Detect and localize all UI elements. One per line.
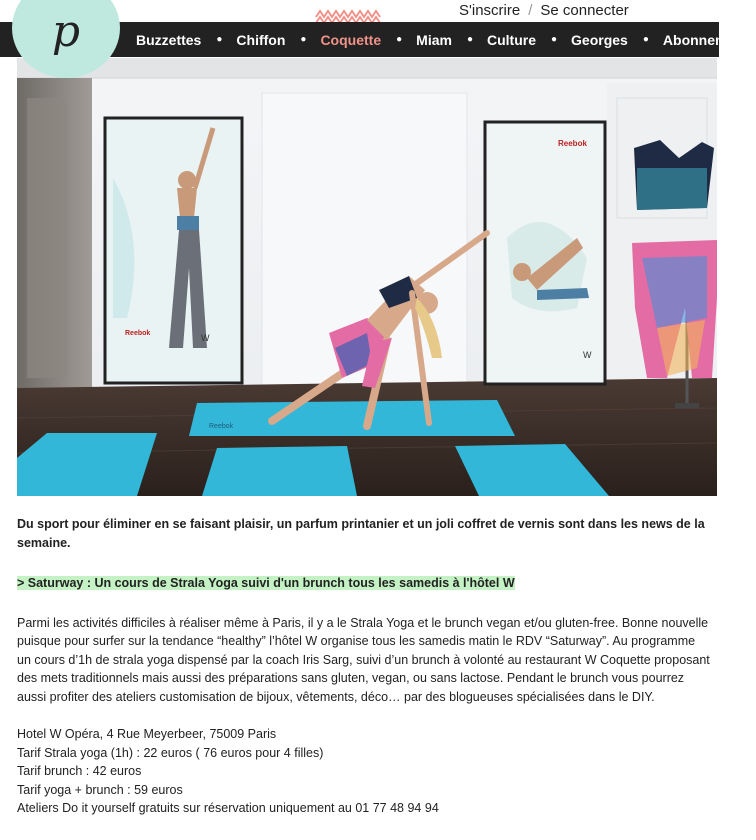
- right-banner: [485, 122, 605, 384]
- svg-text:W: W: [583, 350, 592, 360]
- nav-item-label: Chiffon: [236, 31, 286, 48]
- nav-item-label: Abonnements: [662, 31, 756, 48]
- nav-list: [136, 22, 756, 57]
- nav-separator: [381, 34, 416, 45]
- nav-separator: [285, 34, 320, 45]
- article-paragraph: Parmi les activités difficiles à réaliser même à Paris, il y a le Strala Yoga et le brunch vegan et/ou gluten-free. Bonne nouvelle puisque pour surfer sur la tendance “healthy” l’hôtel W organise tous les samedis matin le RDV “Saturway”. Au programme un cours d’1h de strala yoga dispensé par la coach Iris Sarg, suivi d’un brunch à volonté au restaurant W Coquette proposant des mets traditionnels mais aussi des préparations sans gluten, vegan, ou sans lactose. Pendant le brunch vous pourrez aussi profiter des ateliers customisation de bijoux, vêtements, déco… par des blogueuses spécialisées dans le DIY.: [17, 615, 710, 704]
- svg-text:W: W: [201, 333, 210, 343]
- article-intro: Du sport pour éliminer en se faisant plaisir, un parfum printanier et un joli coffret de vernis sont dans les news de la semaine.: [17, 517, 705, 550]
- nav-item-buzzettes[interactable]: [136, 32, 201, 48]
- auth-separator: /: [528, 2, 533, 19]
- nav-item-coquette[interactable]: [320, 32, 381, 48]
- svg-text:Reebok: Reebok: [125, 330, 151, 337]
- nav-separator-icon: ●: [466, 34, 473, 45]
- nav-item-label: Georges: [571, 31, 628, 48]
- svg-text:Reebok: Reebok: [558, 139, 587, 148]
- article-highlight: [17, 574, 711, 593]
- event-info: [17, 725, 711, 818]
- login-link[interactable]: Se connecter: [540, 2, 629, 19]
- nav-item-abonnements[interactable]: [663, 32, 756, 48]
- nav-separator-icon: ●: [396, 34, 403, 45]
- svg-text:Reebok: Reebok: [209, 423, 234, 430]
- nav-item-chiffon[interactable]: [236, 32, 285, 48]
- info-line: Tarif Strala yoga (1h) : 22 euros ( 76 euros pour 4 filles): [17, 745, 324, 760]
- nav-item-georges[interactable]: [571, 32, 628, 48]
- nav-separator-icon: ●: [642, 34, 649, 45]
- nav-item-culture[interactable]: [487, 32, 536, 48]
- left-banner: [105, 118, 242, 383]
- nav-separator: [201, 34, 236, 45]
- info-line: Tarif brunch : 42 euros: [17, 764, 142, 778]
- info-line: Ateliers Do it yourself gratuits sur réservation uniquement au 01 77 48 94 94: [17, 801, 439, 815]
- nav-separator: [536, 34, 571, 45]
- highlight-link[interactable]: > Saturway : Un cours de Strala Yoga suivi d'un brunch tous les samedis à l'hôtel W: [17, 576, 515, 590]
- nav-separator-icon: ●: [551, 34, 558, 45]
- article-body: [17, 515, 711, 818]
- nav-separator-icon: ●: [300, 34, 307, 45]
- auth-links: [459, 2, 629, 19]
- nav-separator-icon: ●: [216, 34, 223, 45]
- nav-separator: [452, 34, 487, 45]
- nav-item-miam[interactable]: [416, 32, 452, 48]
- signup-link[interactable]: S'inscrire: [459, 2, 521, 19]
- nav-item-label: Buzzettes: [136, 31, 202, 48]
- hero-image: [17, 58, 717, 496]
- nav-item-label: Coquette: [320, 31, 382, 48]
- info-line: Tarif yoga + brunch : 59 euros: [17, 782, 183, 797]
- info-line: Hotel W Opéra, 4 Rue Meyerbeer, 75009 Paris: [17, 727, 277, 741]
- yoga-scene-illustration: [17, 58, 717, 496]
- nav-item-label: Culture: [487, 31, 536, 48]
- nav-item-label: Miam: [416, 31, 452, 48]
- nav-separator: [628, 34, 663, 45]
- logo-letter: p: [51, 5, 81, 57]
